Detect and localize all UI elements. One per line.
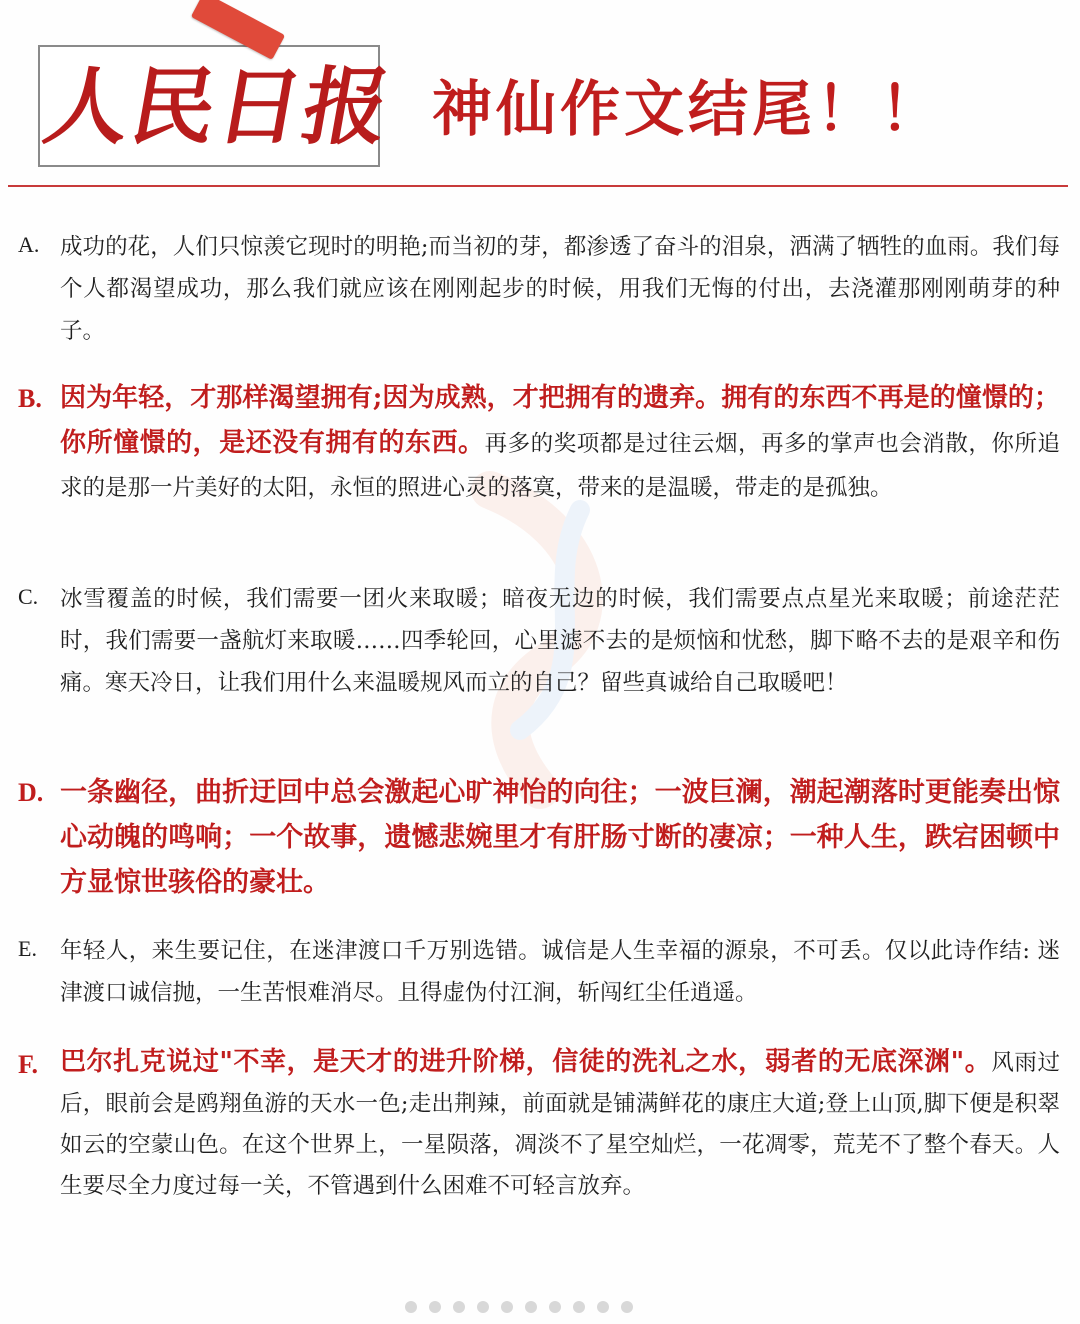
item-normal-text: 风雨过后，眼前会是鸥翔鱼游的天水一色;走出荆辣，前面就是铺满鲜花的康庄大道;登上山顶,脚下便是积翠如云的空蒙山色。在这个世界上，一星陨落，凋淡不了星空灿烂，一花凋零，荒芜不了整个春天。人生要尽全力度过每一关，不管遇到什么困难不可轻言放弃。 (60, 1050, 1060, 1199)
item-highlight-text: 因为年轻，才那样渴望拥有;因为成熟，才把拥有的遗弃。拥有的东西不再是的憧憬的；你所憧憬的，是还没有拥有的东西。 (60, 383, 1060, 458)
item-highlight-text: 巴尔扎克说过"不幸，是天才的进升阶梯，信徒的洗礼之水，弱者的无底深渊"。 (60, 1047, 992, 1077)
page-dot (453, 1301, 465, 1313)
item-text: 冰雪覆盖的时候，我们需要一团火来取暖；暗夜无边的时候，我们需要点点星光来取暖；前途茫茫时，我们需要一盏航灯来取暖……四季轮回，心里滤不去的是烦恼和忧愁，脚下略不去的是艰辛和伤痛。寒天冷日，让我们用什么来温暖规风而立的自己？留些真诚给自己取暖吧！ (60, 586, 1060, 696)
item-text (60, 376, 1060, 510)
page-dot (429, 1301, 441, 1313)
item-letter: C. (18, 584, 39, 609)
item-letter: A. (18, 232, 40, 257)
item-text: 一条幽径，曲折迂回中总会激起心旷神怡的向往；一波巨澜，潮起潮落时更能奏出惊心动魄的鸣响；一个故事，遗憾悲婉里才有肝肠寸断的凄凉；一种人生，跌宕困顿中方显惊世骇俗的豪壮。 (60, 777, 1060, 898)
item-letter: D. (18, 778, 44, 807)
item-normal-text: 再多的奖项都是过往云烟，再多的掌声也会消散，你所追求的是那一片美好的太阳，永恒的照进心灵的落寞，带来的是温暖，带走的是孤独。 (60, 431, 1060, 501)
item-letter: E. (18, 936, 37, 961)
page-dots (405, 1298, 645, 1317)
logo-text: 人民日报 (37, 57, 399, 156)
page-dot (549, 1301, 561, 1313)
page-dot (501, 1301, 513, 1313)
page-dot (573, 1301, 585, 1313)
page-dot (621, 1301, 633, 1313)
page-title: 神仙作文结尾！！ (432, 75, 944, 145)
page-dot (525, 1301, 537, 1313)
header-divider (8, 185, 1068, 187)
item-letter: F. (18, 1050, 38, 1079)
page-dot (597, 1301, 609, 1313)
item-text (60, 1042, 1060, 1207)
header (0, 0, 1080, 200)
page-dot (405, 1301, 417, 1313)
item-text: 年轻人，来生要记住，在迷津渡口千万别选错。诚信是人生幸福的源泉，不可丢。仅以此诗作结: 迷津渡口诚信抛，一生苦恨难消尽。且得虚伪付江涧，斩闯红尘任逍遥。 (60, 938, 1060, 1006)
page-dot (477, 1301, 489, 1313)
newspaper-logo (37, 45, 399, 167)
item-letter: B. (18, 384, 42, 413)
item-text: 成功的花，人们只惊羡它现时的明艳;而当初的芽，都渗透了奋斗的泪泉，洒满了牺牲的血雨。我们每个人都渴望成功，那么我们就应该在刚刚起步的时候，用我们无悔的付出，去浇灌那刚刚萌芽的种子。 (60, 234, 1060, 344)
